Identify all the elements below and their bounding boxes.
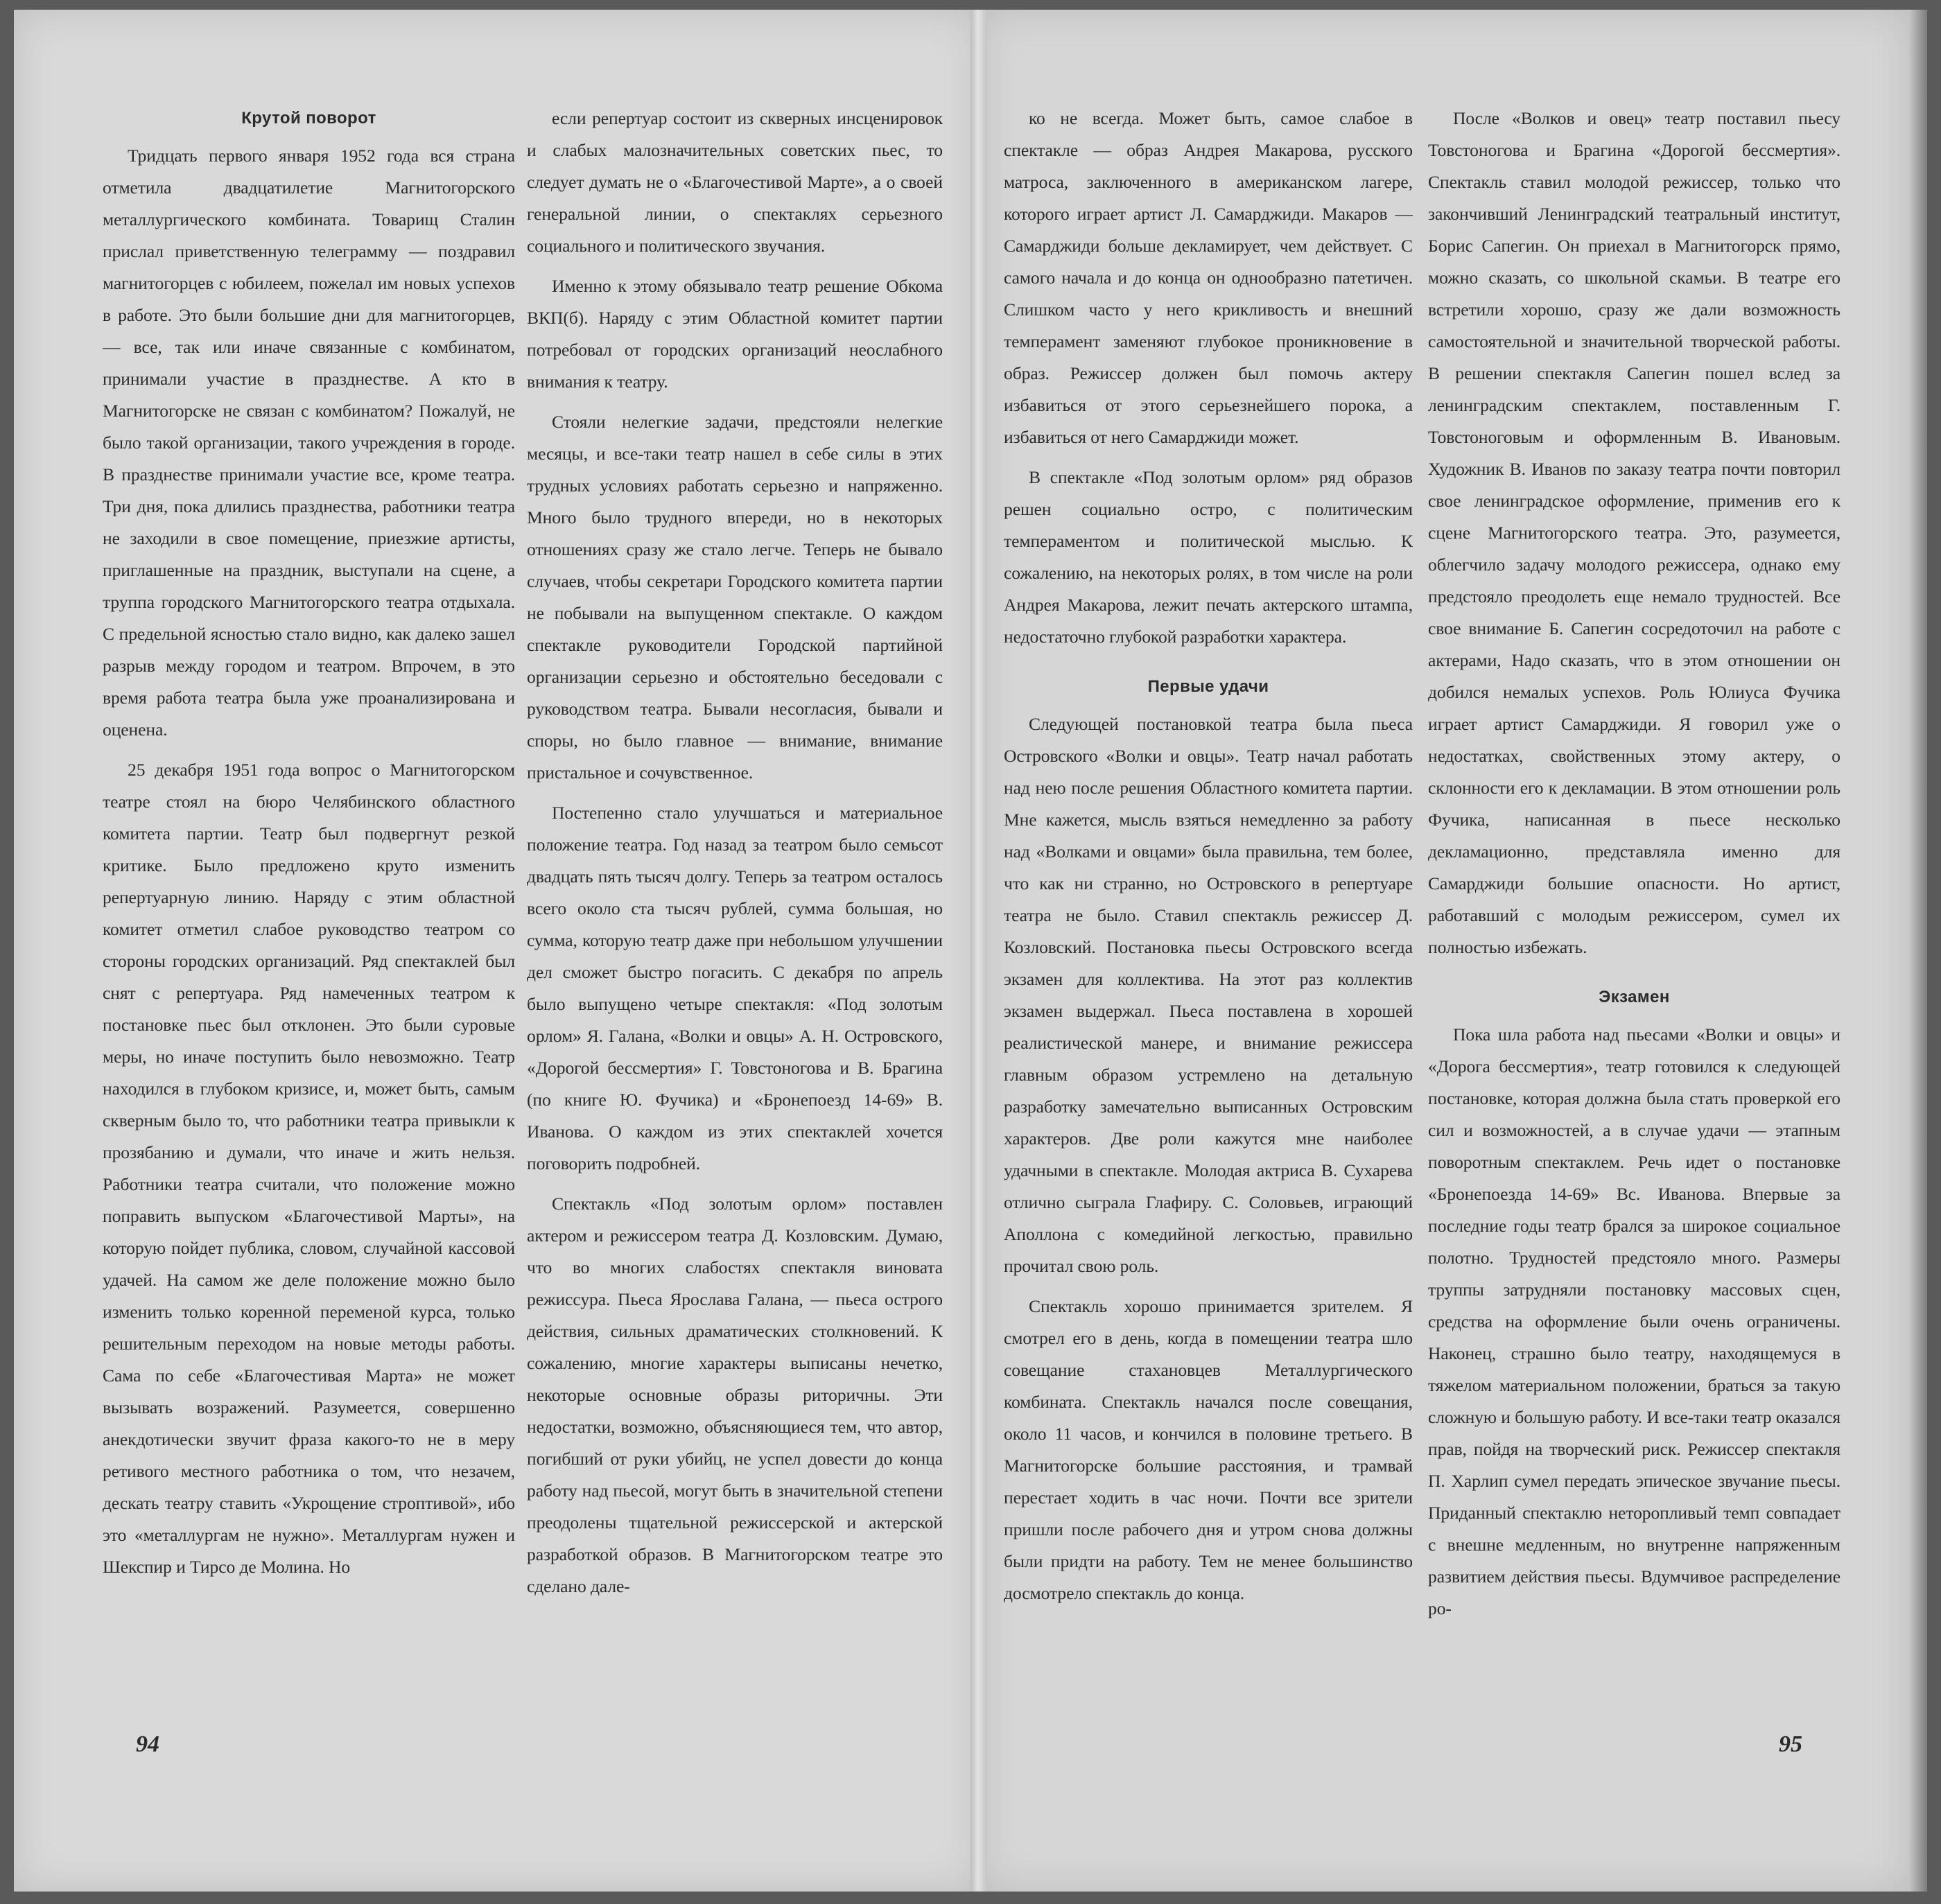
paragraph: Именно к этому обязывало театр решение Обкома ВКП(б). Наряду с этим Областной комитет партии потребовал от городских организаций неослабного внимания к театру. (527, 276, 943, 392)
page-number-right: 95 (1779, 1731, 1802, 1757)
paragraph: ко не всегда. Может быть, самое слабое в спектакле — образ Андрея Макарова, русского матроса, заключенного в американском лагере, которого играет артист Л. Самарджиди. Макаров — Самарджиди больше декламирует, чем действует. С самого начала и до конца он однообразно патетичен. Слишком часто у него крикливость и внешний темперамент заменяют глубокое проникновение в образ. Режиссер должен был помочь актеру избавиться от этого серьезнейшего порока, а избавиться от него Самарджиди может. (1004, 108, 1413, 447)
paragraph: Постепенно стало улучшаться и материальное положение театра. Год назад за театром было семьсот двадцать пять тысяч долгу. Теперь за театром осталось всего около ста тысяч рублей, сумма большая, но сумма, которую театр даже при небольшом улучшении дел сможет быстро погасить. С декабря по апрель было выпущено четыре спектакля: «Под золотым орлом» Я. Галана, «Волки и овцы» А. Н. Островского, «Дорогой бессмертия» Г. Товстоногова и В. Брагина (по книге Ю. Фучика) и «Бронепоезд 14-69» В. Иванова. О каждом из этих спектаклей хочется поговорить подробней. (527, 803, 943, 1173)
column-4 (1428, 103, 1840, 1735)
paragraph: Следующей постановкой театра была пьеса Островского «Волки и овцы». Театр начал работать над нею после решения Областного комитета партии. Мне кажется, мысль взяться немедленно за работу над «Волками и овцами» была правильна, тем более, что как ни странно, но Островского в репертуаре театра не было. Ставил спектакль режиссер Д. Козловский. Постановка пьесы Островского всегда экзамен для коллектива. На этот раз коллектив экзамен выдержал. Пьеса поставлена в хорошей реалистической манере, и внимание режиссера главным образом устремлено на детальную разработку замечательно выписанных Островским характеров. Две роли кажутся мне наиболее удачными в спектакле. Молодая актриса В. Сухарева отлично сыграла Глафиру. С. Соловьев, играющий Аполлона с комедийной легкостью, правильно прочитал свою роль. (1004, 714, 1413, 1276)
page-edge-shadow (1909, 10, 1927, 1892)
book-gutter (970, 10, 987, 1892)
paragraph: Пока шла работа над пьесами «Волки и овцы» и «Дорога бессмертия», театр готовился к следующей постановке, которая должна была стать проверкой его сил и возможностей, а в случае удачи — этапным поворотным спектаклем. Речь идет о постановке «Бронепоезда 14-69» Вс. Иванова. Впервые за последние годы театр брался за широкое социальное полотно. Трудностей предстояло много. Размеры труппы затрудняли постановку массовых сцен, средства на оформление были очень ограничены. Наконец, страшно было театру, находящемуся в тяжелом материальном положении, браться за такую сложную и большую работу. И все-таки театр оказался прав, пойдя на творческий риск. Режиссер спектакля П. Харлип сумел передать эпическое звучание пьесы. Приданный спектаклю неторопливый темп совпадает с внешне медленным, но внутренне напряженным развитием действия пьесы. Вдумчивое распределение ро- (1428, 1024, 1840, 1618)
page-number-left: 94 (136, 1731, 159, 1757)
paragraph: Спектакль «Под золотым орлом» поставлен актером и режиссером театра Д. Козловским. Думаю, что во многих слабостях спектакля виновата режиссура. Пьеса Ярослава Галана, — пьеса острого действия, сильных драматических столкновений. К сожалению, многие характеры выписаны нечетко, некоторые основные образы риторичны. Эти недостатки, возможно, объясняющиеся тем, что автор, погибший от руки убийц, не успел довести до конца работу над пьесой, могут быть в значительной степени преодолены тщательной режиссерской и актерской разработкой образов. В Магнитогорском театре это сделано дале- (527, 1194, 943, 1596)
paragraph: Стояли нелегкие задачи, предстояли нелегкие месяцы, и все-таки театр нашел в себе силы в этих трудных условиях работать серьезно и напряженно. Много было трудного впереди, но в некоторых отношениях сразу же стало легче. Теперь не бывало случаев, чтобы секретари Городского комитета партии не побывали на выпущенном спектакле. О каждом спектакле руководители Городской партийной организации серьезно и обстоятельно беседовали с руководством театра. Бывали несогласия, бывали и споры, но было главное — внимание, внимание пристальное и сочувственное. (527, 412, 943, 783)
paragraph: После «Волков и овец» театр поставил пьесу Товстоногова и Брагина «Дорогой бессмертия». Спектакль ставил молодой режиссер, только что закончивший Ленинградский театральный институт, Борис Сапегин. Он приехал в Магнитогорск прямо, можно сказать, со школьной скамьи. В театре его встретили хорошо, сразу же дали возможность самостоятельной и значительной творческой работы. В решении спектакля Сапегин пошел вслед за ленинградским спектаклем, поставленным Г. Товстоноговым и оформленным В. Ивановым. Художник В. Иванов по заказу театра почти повторил свое ленинградское оформление, применив его к сцене Магнитогорского театра. Это, разумеется, облегчило задачу молодого режиссера, однако ему предстояло преодолеть еще немало трудностей. Все свое внимание Б. Сапегин сосредоточил на работе с актерами, Надо сказать, что в этом отношении он добился немалых успехов. Роль Юлиуса Фучика играет артист Самарджиди. Я говорил уже о недостатках, свойственных этому актеру, о склонности его к декламации. В этом отношении роль Фучика, написанная в пьесе несколько декламационно, представляла именно для Самарджиди большие опасности. Но артист, работавший с молодым режиссером, сумел их полностью избежать. (1428, 108, 1840, 957)
column-3 (1004, 103, 1413, 1735)
column-1 (103, 103, 515, 1735)
column-2 (527, 103, 943, 1735)
paragraph: если репертуар состоит из скверных инсценировок и слабых малозначительных советских пьес, то следует думать не о «Благочестивой Марте», а о своей генеральной линии, о спектаклях серьезного социального и политического звучания. (527, 108, 943, 256)
paragraph: 25 декабря 1951 года вопрос о Магнитогорском театре стоял на бюро Челябинского областного комитета партии. Театр был подвергнут резкой критике. Было предложено круто изменить репертуарную линию. Наряду с этим областной комитет отметил слабое руководство театром со стороны городских организаций. Ряд спектаклей был снят с репертуара. Ряд намеченных театром к постановке пьес был отклонен. Это были суровые меры, но иначе поступить было невозможно. Театр находился в глубоком кризисе, и, может быть, самым скверным было то, что работники театра привыкли к прозябанию и думали, что иначе и жить нельзя. Работники театра считали, что положение можно поправить выпуском «Благочестивой Марты», на которую пойдет публика, словом, случайной кассовой удачей. На самом же деле положение можно было изменить только коренной переменой курса, только решительным переходом на новые методы работы. Сама по себе «Благочестивая Марта» не может вызывать возражений. Разумеется, совершенно анекдотически звучит фраза какого-то не в меру ретивого местного работника о том, что незачем, дескать театру ставить «Укрощение строптивой», ибо это «металлургам не нужно». Металлургам нужен и Шекспир и Тирсо де Молина. Но (103, 760, 515, 1577)
section-heading-ekzamen: Экзамен (1599, 988, 1670, 1006)
section-heading-krutoy-povorot: Крутой поворот (241, 109, 376, 128)
section-heading-pervye-udachi: Первые удачи (1147, 677, 1269, 696)
paragraph: В спектакле «Под золотым орлом» ряд образов решен социально остро, с политическим темпераментом и политической мыслью. К сожалению, на некоторых ролях, в том числе на роли Андрея Макарова, лежит печать актерского штампа, недостаточно глубокой разработки характера. (1004, 467, 1413, 647)
paragraph: Спектакль хорошо принимается зрителем. Я смотрел его в день, когда в помещении театра шло совещание стахановцев Металлургического комбината. Спектакль начался после совещания, около 11 часов, и кончился в половине третьего. В Магнитогорске большие расстояния, и трамвай перестает ходить в час ночи. Почти все зрители пришли после рабочего дня и утром снова должны были придти на работу. Тем не менее большинство досмотрело спектакль до конца. (1004, 1296, 1413, 1603)
paragraph: Тридцать первого января 1952 года вся страна отметила двадцатилетие Магнитогорского металлургического комбината. Товарищ Сталин прислал приветственную телеграмму — поздравил магнитогорцев с юбилеем, пожелал им новых успехов в работе. Это были большие дни для магнитогорцев, — все, так или иначе связанные с комбинатом, принимали участие в празднестве. А кто в Магнитогорске не связан с комбинатом? Пожалуй, не было такой организации, такого учреждения в городе. В празднестве принимали участие все, кроме театра. Три дня, пока длились празднества, работники театра не заходили в свое помещение, приезжие артисты, приглашенные на праздник, выступали на сцене, а труппа городского Магнитогорского театра отдыхала. С предельной ясностью стало видно, как далеко зашел разрыв между городом и театром. Впрочем, в это время работа театра была уже проанализирована и оценена. (103, 146, 515, 740)
